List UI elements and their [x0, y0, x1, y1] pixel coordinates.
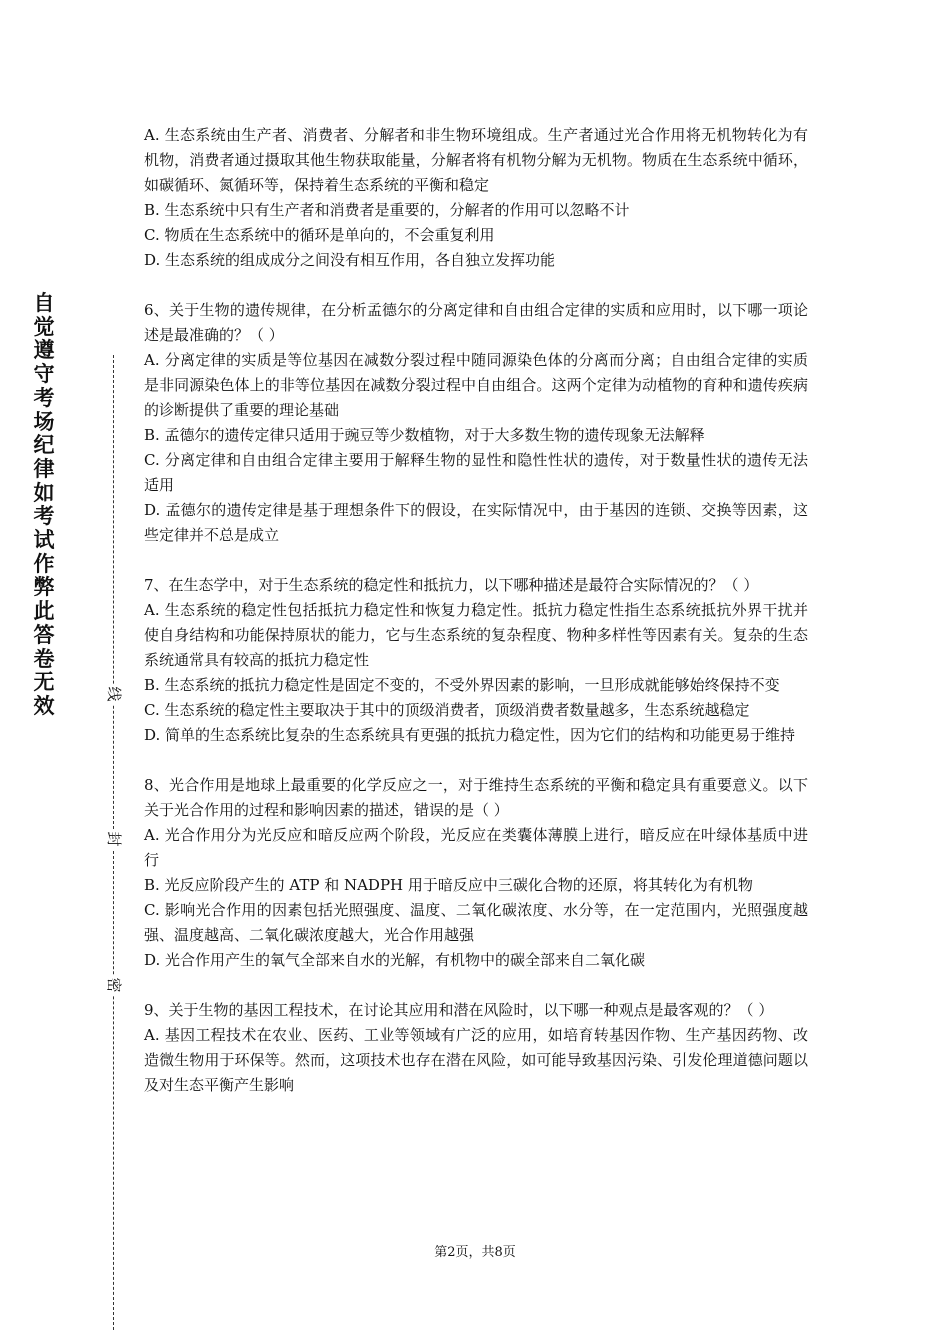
question-stem: 7、在生态学中，对于生态系统的稳定性和抵抗力，以下哪种描述是最符合实际情况的？（ ）	[144, 576, 759, 594]
seal-mark-mi: 密	[103, 975, 125, 995]
option-b: B. 生态系统中只有生产者和消费者是重要的，分解者的作用可以忽略不计	[144, 201, 630, 219]
question-stem: 8、光合作用是地球上最重要的化学反应之一，对于维持生态系统的平衡和稳定具有重要意义。以下关于光合作用的过程和影响因素的描述，错误的是（ ）	[144, 776, 808, 819]
seal-mark-xian: 线	[103, 684, 125, 704]
question-6	[144, 298, 808, 548]
option-c: C. 物质在生态系统中的循环是单向的，不会重复利用	[144, 226, 495, 244]
option-c: C. 影响光合作用的因素包括光照强度、温度、二氧化碳浓度、水分等，在一定范围内，光照强度越强、温度越高、二氧化碳浓度越大，光合作用越强	[144, 901, 808, 944]
option-b: B. 光反应阶段产生的 ATP 和 NADPH 用于暗反应中三碳化合物的还原，将其转化为有机物	[144, 876, 753, 894]
option-a: A. 生态系统的稳定性包括抵抗力稳定性和恢复力稳定性。抵抗力稳定性指生态系统抵抗外界干扰并使自身结构和功能保持原状的能力，它与生态系统的复杂程度、物种多样性等因素有关。复杂的生态系统通常具有较高的抵抗力稳定性	[144, 601, 808, 669]
option-b: B. 生态系统的抵抗力稳定性是固定不变的，不受外界因素的影响，一旦形成就能够始终保持不变	[144, 676, 780, 694]
question-7	[144, 573, 808, 748]
question-content	[144, 123, 808, 1123]
option-a: A. 光合作用分为光反应和暗反应两个阶段，光反应在类囊体薄膜上进行，暗反应在叶绿体基质中进行	[144, 826, 808, 869]
option-d: D. 光合作用产生的氧气全部来自水的光解，有机物中的碳全部来自二氧化碳	[144, 951, 646, 969]
question-5-continued	[144, 123, 808, 273]
option-c: C. 生态系统的稳定性主要取决于其中的顶级消费者，顶级消费者数量越多，生态系统越稳定	[144, 701, 750, 719]
question-8	[144, 773, 808, 973]
option-c: C. 分离定律和自由组合定律主要用于解释生物的显性和隐性性状的遗传，对于数量性状的遗传无法适用	[144, 451, 808, 494]
page-number-footer: 第2页，共8页	[434, 1245, 516, 1260]
question-9	[144, 998, 808, 1098]
option-a: A. 生态系统由生产者、消费者、分解者和非生物环境组成。生产者通过光合作用将无机物转化为有机物，消费者通过摄取其他生物获取能量，分解者将有机物分解为无机物。物质在生态系统中循环，如碳循环、氮循环等，保持着生态系统的平衡和稳定	[144, 126, 808, 194]
option-d: D. 简单的生态系统比复杂的生态系统具有更强的抵抗力稳定性，因为它们的结构和功能更易于维持	[144, 726, 796, 744]
option-b: B. 孟德尔的遗传定律只适用于豌豆等少数植物，对于大多数生物的遗传现象无法解释	[144, 426, 705, 444]
question-stem: 9、关于生物的基因工程技术，在讨论其应用和潜在风险时，以下哪一种观点是最客观的？（ ）	[144, 1001, 774, 1019]
option-d: D. 生态系统的组成成分之间没有相互作用，各自独立发挥功能	[144, 251, 556, 269]
question-stem: 6、关于生物的遗传规律，在分析孟德尔的分离定律和自由组合定律的实质和应用时，以下哪一项论述是最准确的？（ ）	[144, 301, 808, 344]
option-d: D. 孟德尔的遗传定律是基于理想条件下的假设，在实际情况中，由于基因的连锁、交换等因素，这些定律并不总是成立	[144, 501, 808, 544]
seal-mark-feng: 封	[103, 829, 125, 849]
exam-discipline-notice: 自觉遵守考场纪律如考试作弊此答卷无效	[33, 291, 55, 718]
option-a: A. 分离定律的实质是等位基因在减数分裂过程中随同源染色体的分离而分离；自由组合定律的实质是非同源染色体上的非等位基因在减数分裂过程中自由组合。这两个定律为动植物的育种和遗传疾病的诊断提供了重要的理论基础	[144, 351, 808, 419]
option-a: A. 基因工程技术在农业、医药、工业等领域有广泛的应用，如培育转基因作物、生产基因药物、改造微生物用于环保等。然而，这项技术也存在潜在风险，如可能导致基因污染、引发伦理道德问题以及对生态平衡产生影响	[144, 1026, 808, 1094]
